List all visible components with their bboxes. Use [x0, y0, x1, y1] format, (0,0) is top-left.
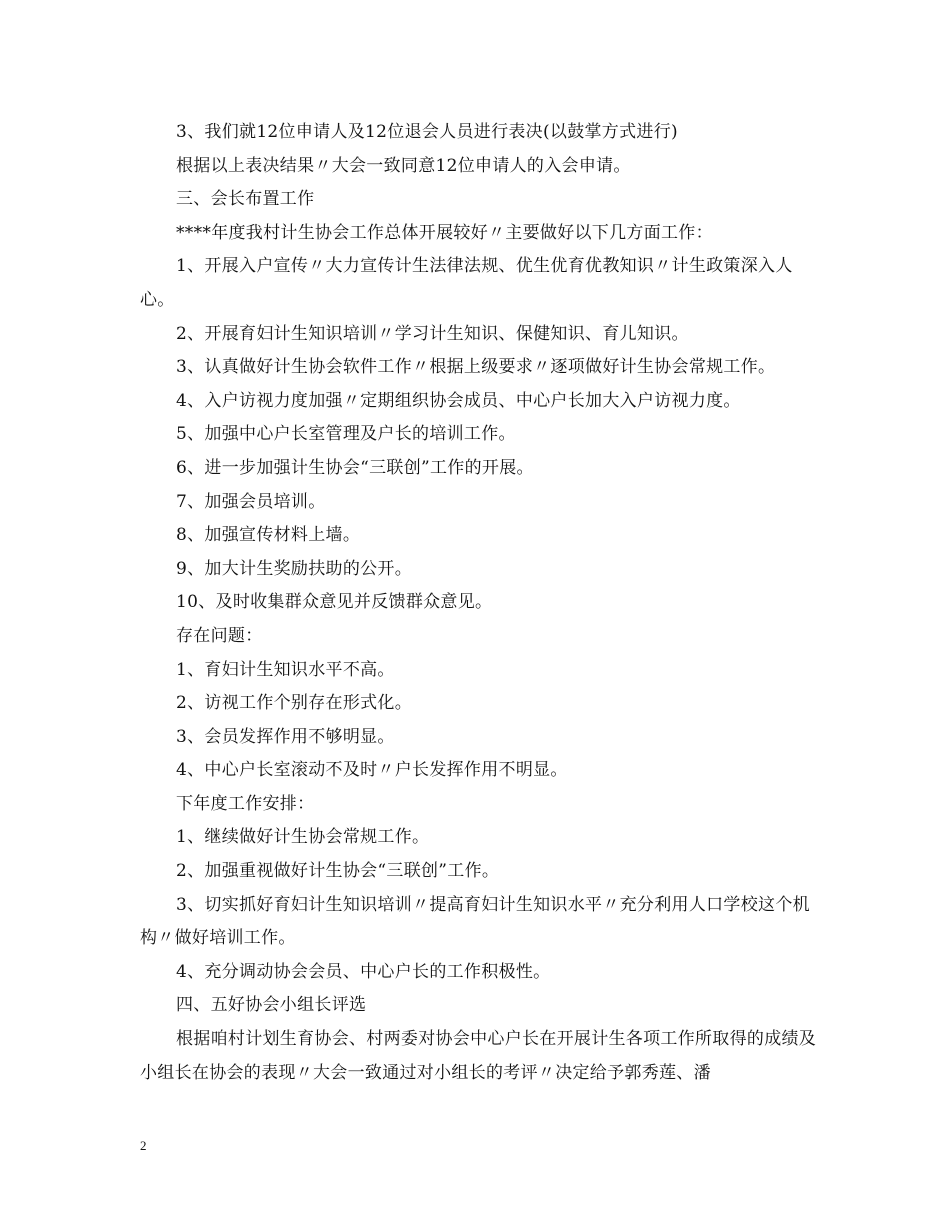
list-item: 1、育妇计生知识水平不高。 — [176, 659, 395, 680]
list-item: 6、进一步加强计生协会“三联创”工作的开展。 — [176, 457, 534, 478]
list-item: 9、加大计生奖励扶助的公开。 — [176, 558, 413, 579]
list-item: 8、加强宣传材料上墙。 — [176, 525, 361, 546]
list-item: 5、加强中心户长室管理及户长的培训工作。 — [176, 424, 516, 445]
list-item: 7、加强会员培训。 — [176, 491, 326, 512]
list-item: 10、及时收集群众意见并反馈群众意见。 — [176, 592, 493, 613]
section-heading: 四、五好协会小组长评选 — [176, 995, 367, 1016]
list-item: 1、开展入户宣传〃大力宣传计生法律法规、优生优育优教知识〃计生政策深入人心。 — [140, 256, 793, 310]
page-number: 2 — [140, 1138, 147, 1153]
paragraph: ****年度我村计生协会工作总体开展较好〃主要做好以下几方面工作： — [176, 222, 713, 243]
subheading-issues: 存在问题： — [176, 625, 263, 646]
list-item: 3、认真做好计生协会软件工作〃根据上级要求〃逐项做好计生协会常规工作。 — [176, 357, 776, 378]
paragraph: 根据以上表决结果〃大会一致同意12位申请人的入会申请。 — [176, 155, 631, 176]
list-item: 4、充分调动协会会员、中心户长的工作积极性。 — [176, 961, 551, 982]
subheading-next-year: 下年度工作安排： — [176, 793, 315, 814]
list-item: 2、访视工作个别存在形式化。 — [176, 693, 413, 714]
list-item: 3、切实抓好育妇计生知识培训〃提高育妇计生知识水平〃充分利用人口学校这个机构〃做好培训工作。 — [140, 894, 810, 949]
document-body — [140, 116, 820, 1090]
list-item: 2、开展育妇计生知识培训〃学习计生知识、保健知识、育儿知识。 — [176, 323, 689, 344]
list-item: 4、入户访视力度加强〃定期组织协会成员、中心户长加大入户访视力度。 — [176, 390, 741, 411]
list-item: 4、中心户长室滚动不及时〃户长发挥作用不明显。 — [176, 760, 568, 781]
list-item: 2、加强重视做好计生协会“三联创”工作。 — [176, 861, 500, 882]
paragraph: 3、我们就12位申请人及12位退会人员进行表决(以鼓掌方式进行) — [176, 122, 678, 142]
paragraph: 根据咱村计划生育协会、村两委对协会中心户长在开展计生各项工作所取得的成绩及小组长在协会的表现〃大会一致通过对小组长的考评〃决定给予郭秀莲、潘 — [140, 1029, 817, 1083]
list-item: 3、会员发挥作用不够明显。 — [176, 726, 395, 747]
list-item: 1、继续做好计生协会常规工作。 — [176, 827, 430, 848]
section-heading: 三、会长布置工作 — [176, 189, 315, 210]
